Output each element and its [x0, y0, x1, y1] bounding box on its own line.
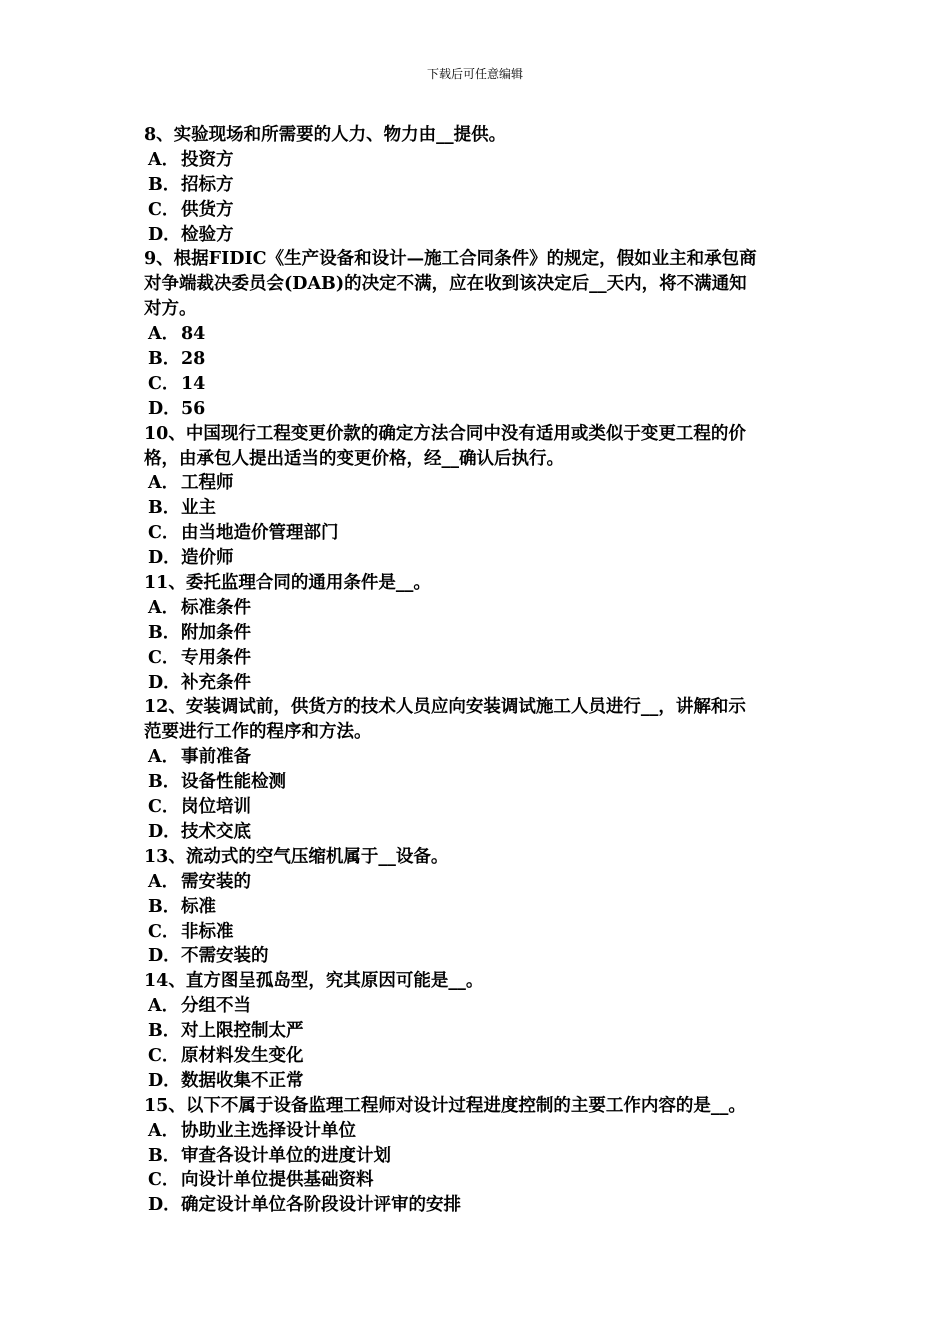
answer-option [144, 471, 808, 496]
option-text: 业主 [181, 498, 216, 519]
option-letter: D． [148, 224, 181, 245]
question-text: 15、以下不属于设备监理工程师对设计过程进度控制的主要工作内容的是__。 [144, 1095, 746, 1116]
question-text: 格，由承包人提出适当的变更价格，经__确认后执行。 [144, 448, 564, 469]
answer-option [144, 347, 808, 372]
answer-option [144, 994, 808, 1019]
answer-option [144, 621, 808, 646]
option-letter: C． [148, 647, 180, 668]
question-block [144, 247, 808, 421]
answer-option [144, 148, 808, 173]
answer-option [144, 521, 808, 546]
answer-option [144, 1168, 808, 1193]
question-text: 13、流动式的空气压缩机属于__设备。 [144, 846, 449, 867]
option-letter: A． [148, 597, 180, 618]
answer-option [144, 1019, 808, 1044]
answer-option [144, 1193, 808, 1218]
option-text: 28 [181, 349, 206, 370]
option-text: 事前准备 [181, 747, 251, 768]
answer-option [144, 646, 808, 671]
option-letter: C． [148, 797, 180, 818]
option-text: 招标方 [181, 174, 234, 195]
option-text: 供货方 [181, 199, 234, 220]
answer-option [144, 596, 808, 621]
option-letter: A． [148, 996, 180, 1017]
question-text: 对方。 [144, 299, 197, 320]
answer-option [144, 770, 808, 795]
option-letter: A． [148, 324, 180, 345]
answer-option [144, 173, 808, 198]
option-text: 标准 [181, 896, 216, 917]
question-block [144, 422, 808, 571]
option-letter: D． [148, 672, 181, 693]
option-letter: C． [148, 373, 180, 394]
question-block [144, 123, 808, 247]
option-text: 岗位培训 [181, 797, 251, 818]
option-letter: B． [148, 498, 181, 519]
question-text: 范要进行工作的程序和方法。 [144, 722, 372, 743]
question-block [144, 969, 808, 1093]
option-text: 检验方 [181, 224, 234, 245]
option-letter: C． [148, 199, 180, 220]
option-letter: C． [148, 921, 180, 942]
option-letter: D． [148, 821, 181, 842]
question-block [144, 571, 808, 695]
answer-option [144, 820, 808, 845]
option-letter: D． [148, 1195, 181, 1216]
answer-option [144, 1144, 808, 1169]
question-text: 10、中国现行工程变更价款的确定方法合同中没有适用或类似于变更工程的价 [144, 423, 746, 444]
option-letter: D． [148, 1070, 181, 1091]
option-text: 由当地造价管理部门 [181, 523, 339, 544]
option-text: 不需安装的 [181, 946, 269, 967]
option-text: 设备性能检测 [181, 772, 286, 793]
answer-option [144, 795, 808, 820]
option-text: 技术交底 [181, 821, 251, 842]
question-text: 8、实验现场和所需要的人力、物力由__提供。 [144, 125, 507, 145]
option-text: 对上限控制太严 [181, 1021, 304, 1042]
option-letter: A． [148, 473, 180, 494]
option-text: 向设计单位提供基础资料 [181, 1170, 374, 1191]
answer-option [144, 198, 808, 223]
document-body [144, 123, 808, 1218]
option-text: 56 [181, 398, 206, 419]
question-block [144, 1094, 808, 1218]
option-text: 工程师 [181, 473, 234, 494]
option-letter: B． [148, 174, 181, 195]
answer-option [144, 397, 808, 422]
answer-option [144, 546, 808, 571]
option-text: 协助业主选择设计单位 [181, 1120, 356, 1141]
option-letter: B． [148, 349, 181, 370]
answer-option [144, 870, 808, 895]
page-header: 下载后可任意编辑 [426, 67, 523, 81]
option-letter: C． [148, 523, 180, 544]
question-text: 14、直方图呈孤岛型，究其原因可能是__。 [144, 971, 484, 992]
option-letter: B． [148, 1145, 181, 1166]
question-text: 11、委托监理合同的通用条件是__。 [144, 573, 431, 594]
option-text: 84 [181, 324, 206, 345]
option-text: 分组不当 [181, 996, 251, 1017]
answer-option [144, 322, 808, 347]
answer-option [144, 223, 808, 248]
option-letter: B． [148, 772, 181, 793]
option-letter: A． [148, 871, 180, 892]
option-letter: C． [148, 1045, 180, 1066]
question-block [144, 845, 808, 969]
option-text: 原材料发生变化 [181, 1045, 304, 1066]
question-text: 9、根据FIDIC《生产设备和设计—施工合同条件》的规定，假如业主和承包商 [144, 249, 757, 270]
answer-option [144, 372, 808, 397]
option-letter: D． [148, 548, 181, 569]
option-text: 14 [181, 373, 206, 394]
option-text: 非标准 [181, 921, 234, 942]
option-text: 造价师 [181, 548, 234, 569]
answer-option [144, 1119, 808, 1144]
answer-option [144, 496, 808, 521]
question-text: 对争端裁决委员会(DAB)的决定不满，应在收到该决定后__天内，将不满通知 [144, 274, 747, 295]
option-text: 专用条件 [181, 647, 251, 668]
option-text: 补充条件 [181, 672, 251, 693]
answer-option [144, 895, 808, 920]
option-letter: C． [148, 1170, 180, 1191]
answer-option [144, 1044, 808, 1069]
question-text: 12、安装调试前，供货方的技术人员应向安装调试施工人员进行__，讲解和示 [144, 697, 746, 718]
option-letter: A． [148, 747, 180, 768]
option-letter: D． [148, 946, 181, 967]
answer-option [144, 1069, 808, 1094]
option-letter: A． [148, 1120, 180, 1141]
option-text: 附加条件 [181, 622, 251, 643]
answer-option [144, 745, 808, 770]
answer-option [144, 671, 808, 696]
option-text: 确定设计单位各阶段设计评审的安排 [181, 1195, 461, 1216]
option-text: 需安装的 [181, 871, 251, 892]
question-block [144, 695, 808, 844]
option-letter: A． [148, 149, 180, 170]
option-letter: B． [148, 622, 181, 643]
answer-option [144, 944, 808, 969]
option-text: 标准条件 [181, 597, 251, 618]
option-text: 审查各设计单位的进度计划 [181, 1145, 391, 1166]
answer-option [144, 920, 808, 945]
option-letter: B． [148, 1021, 181, 1042]
option-text: 数据收集不正常 [181, 1070, 304, 1091]
option-letter: B． [148, 896, 181, 917]
option-letter: D． [148, 398, 181, 419]
option-text: 投资方 [181, 149, 234, 170]
